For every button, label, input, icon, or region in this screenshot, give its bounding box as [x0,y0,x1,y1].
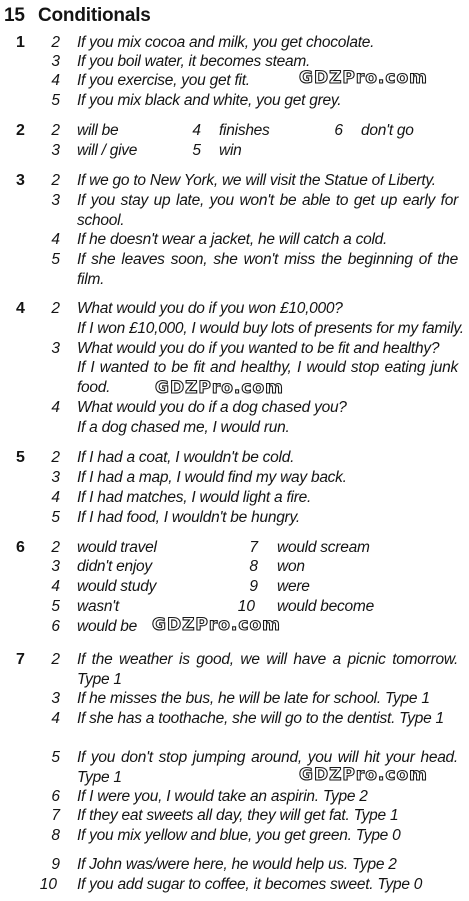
item-number: 9 [51,856,60,873]
item-number: 4 [51,489,60,506]
item-number: 3 [51,53,60,70]
item-number: 2 [51,34,60,51]
exercise-number: 2 [16,122,25,139]
answer-text: If I had food, I wouldn't be hungry. [77,509,300,526]
answer-text: wasn't [77,598,119,615]
item-number: 5 [51,92,60,109]
answer-text: would travel [77,539,157,556]
answer-text: will be [77,122,119,139]
item-number: 3 [51,340,60,357]
answer-text: If you add sugar to coffee, it becomes sweet. Type 0 [77,876,423,893]
answer-text: If I had a map, I would find my way back. [77,469,347,486]
watermark-text: GDZPro.com [152,615,281,635]
question-text: What would you do if you won £10,000? [77,300,343,317]
answer-text: If you mix cocoa and milk, you get chocolate. [77,34,375,51]
item-number: 4 [51,231,60,248]
answer-text: didn't enjoy [77,558,152,575]
answer-text: If you boil water, it becomes steam. [77,53,311,70]
item-number: 6 [51,618,60,635]
item-number: 2 [51,300,60,317]
item-number: 3 [51,469,60,486]
exercise-number: 3 [16,172,25,189]
answer-text: If she has a toothache, she will go to the dentist. Type 1 [77,710,444,727]
answer-text: If he misses the bus, he will be late for school. Type 1 [77,690,430,707]
item-number: 4 [51,578,60,595]
item-number: 3 [51,690,60,707]
answer-text: If a dog chased me, I would run. [77,419,290,436]
item-number: 3 [51,142,60,159]
item-number: 5 [51,509,60,526]
item-number: 5 [51,749,60,766]
item-number: 5 [192,142,201,159]
answer-text: If you exercise, you get fit. [77,72,250,89]
answer-text: If I had matches, I would light a fire. [77,489,312,506]
question-text: What would you do if a dog chased you? [77,399,347,416]
watermark-text: GDZPro.com [299,765,428,785]
answer-text: If I wanted to be fit and healthy, I would stop eating junk food. [77,359,458,396]
answer-text: don't go [361,122,414,139]
answer-text: would become [277,598,374,615]
answer-text: will / give [77,142,138,159]
item-number: 3 [51,558,60,575]
answer-text: would study [77,578,157,595]
watermark-text: GDZPro.com [155,378,284,398]
item-number: 2 [51,539,60,556]
answer-text: If I had a coat, I wouldn't be cold. [77,449,295,466]
item-number: 2 [51,122,60,139]
exercise-number: 5 [16,449,25,466]
item-number: 4 [192,122,201,139]
answer-text: If we go to New York, we will visit the Statue of Liberty. [77,172,436,189]
item-number: 4 [51,72,60,89]
item-number: 9 [249,578,258,595]
answer-text: would be [77,618,138,635]
exercise-number: 1 [16,34,25,51]
item-number: 4 [51,399,60,416]
answer-text: If he doesn't wear a jacket, he will catch a cold. [77,231,388,248]
item-number: 5 [51,251,60,268]
item-number: 2 [51,651,60,668]
item-number: 8 [51,827,60,844]
answer-text: If I were you, I would take an aspirin. Type 2 [77,788,368,805]
unit-title: Conditionals [38,5,151,26]
answer-text: If you stay up late, you won't be able to get up early for school. [77,192,458,229]
answer-text: If she leaves soon, she won't miss the beginning of the film. [77,251,458,288]
item-number: 2 [51,449,60,466]
unit-heading [4,5,151,27]
answer-text: If you don't stop jumping around, you will hit your head. Type 1 [77,749,458,786]
exercise-number: 4 [16,300,25,317]
item-number: 10 [237,598,255,615]
answer-text: If you mix black and white, you get grey. [77,92,342,109]
item-number: 10 [39,876,57,893]
item-number: 2 [51,172,60,189]
answer-text: If I won £10,000, I would buy lots of presents for my family. [77,320,464,337]
answer-text: finishes [219,122,270,139]
answer-text: win [219,142,242,159]
question-text: What would you do if you wanted to be fit and healthy? [77,340,440,357]
item-number: 3 [51,192,60,209]
answer-text: would scream [277,539,370,556]
item-number: 7 [51,807,60,824]
item-number: 5 [51,598,60,615]
answer-text: If John was/were here, he would help us. Type 2 [77,856,397,873]
item-number: 6 [51,788,60,805]
unit-number: 15 [4,5,25,26]
answer-text: If they eat sweets all day, they will get fat. Type 1 [77,807,399,824]
item-number: 7 [249,539,258,556]
exercise-number: 7 [16,651,25,668]
watermark-text: GDZPro.com [299,68,428,88]
answer-text: were [277,578,310,595]
answer-text: If the weather is good, we will have a picnic tomorrow. Type 1 [77,651,458,688]
answer-text: won [277,558,305,575]
item-number: 4 [51,710,60,727]
answer-text: If you mix yellow and blue, you get green. Type 0 [77,827,401,844]
item-number: 8 [249,558,258,575]
exercise-number: 6 [16,539,25,556]
item-number: 6 [334,122,343,139]
